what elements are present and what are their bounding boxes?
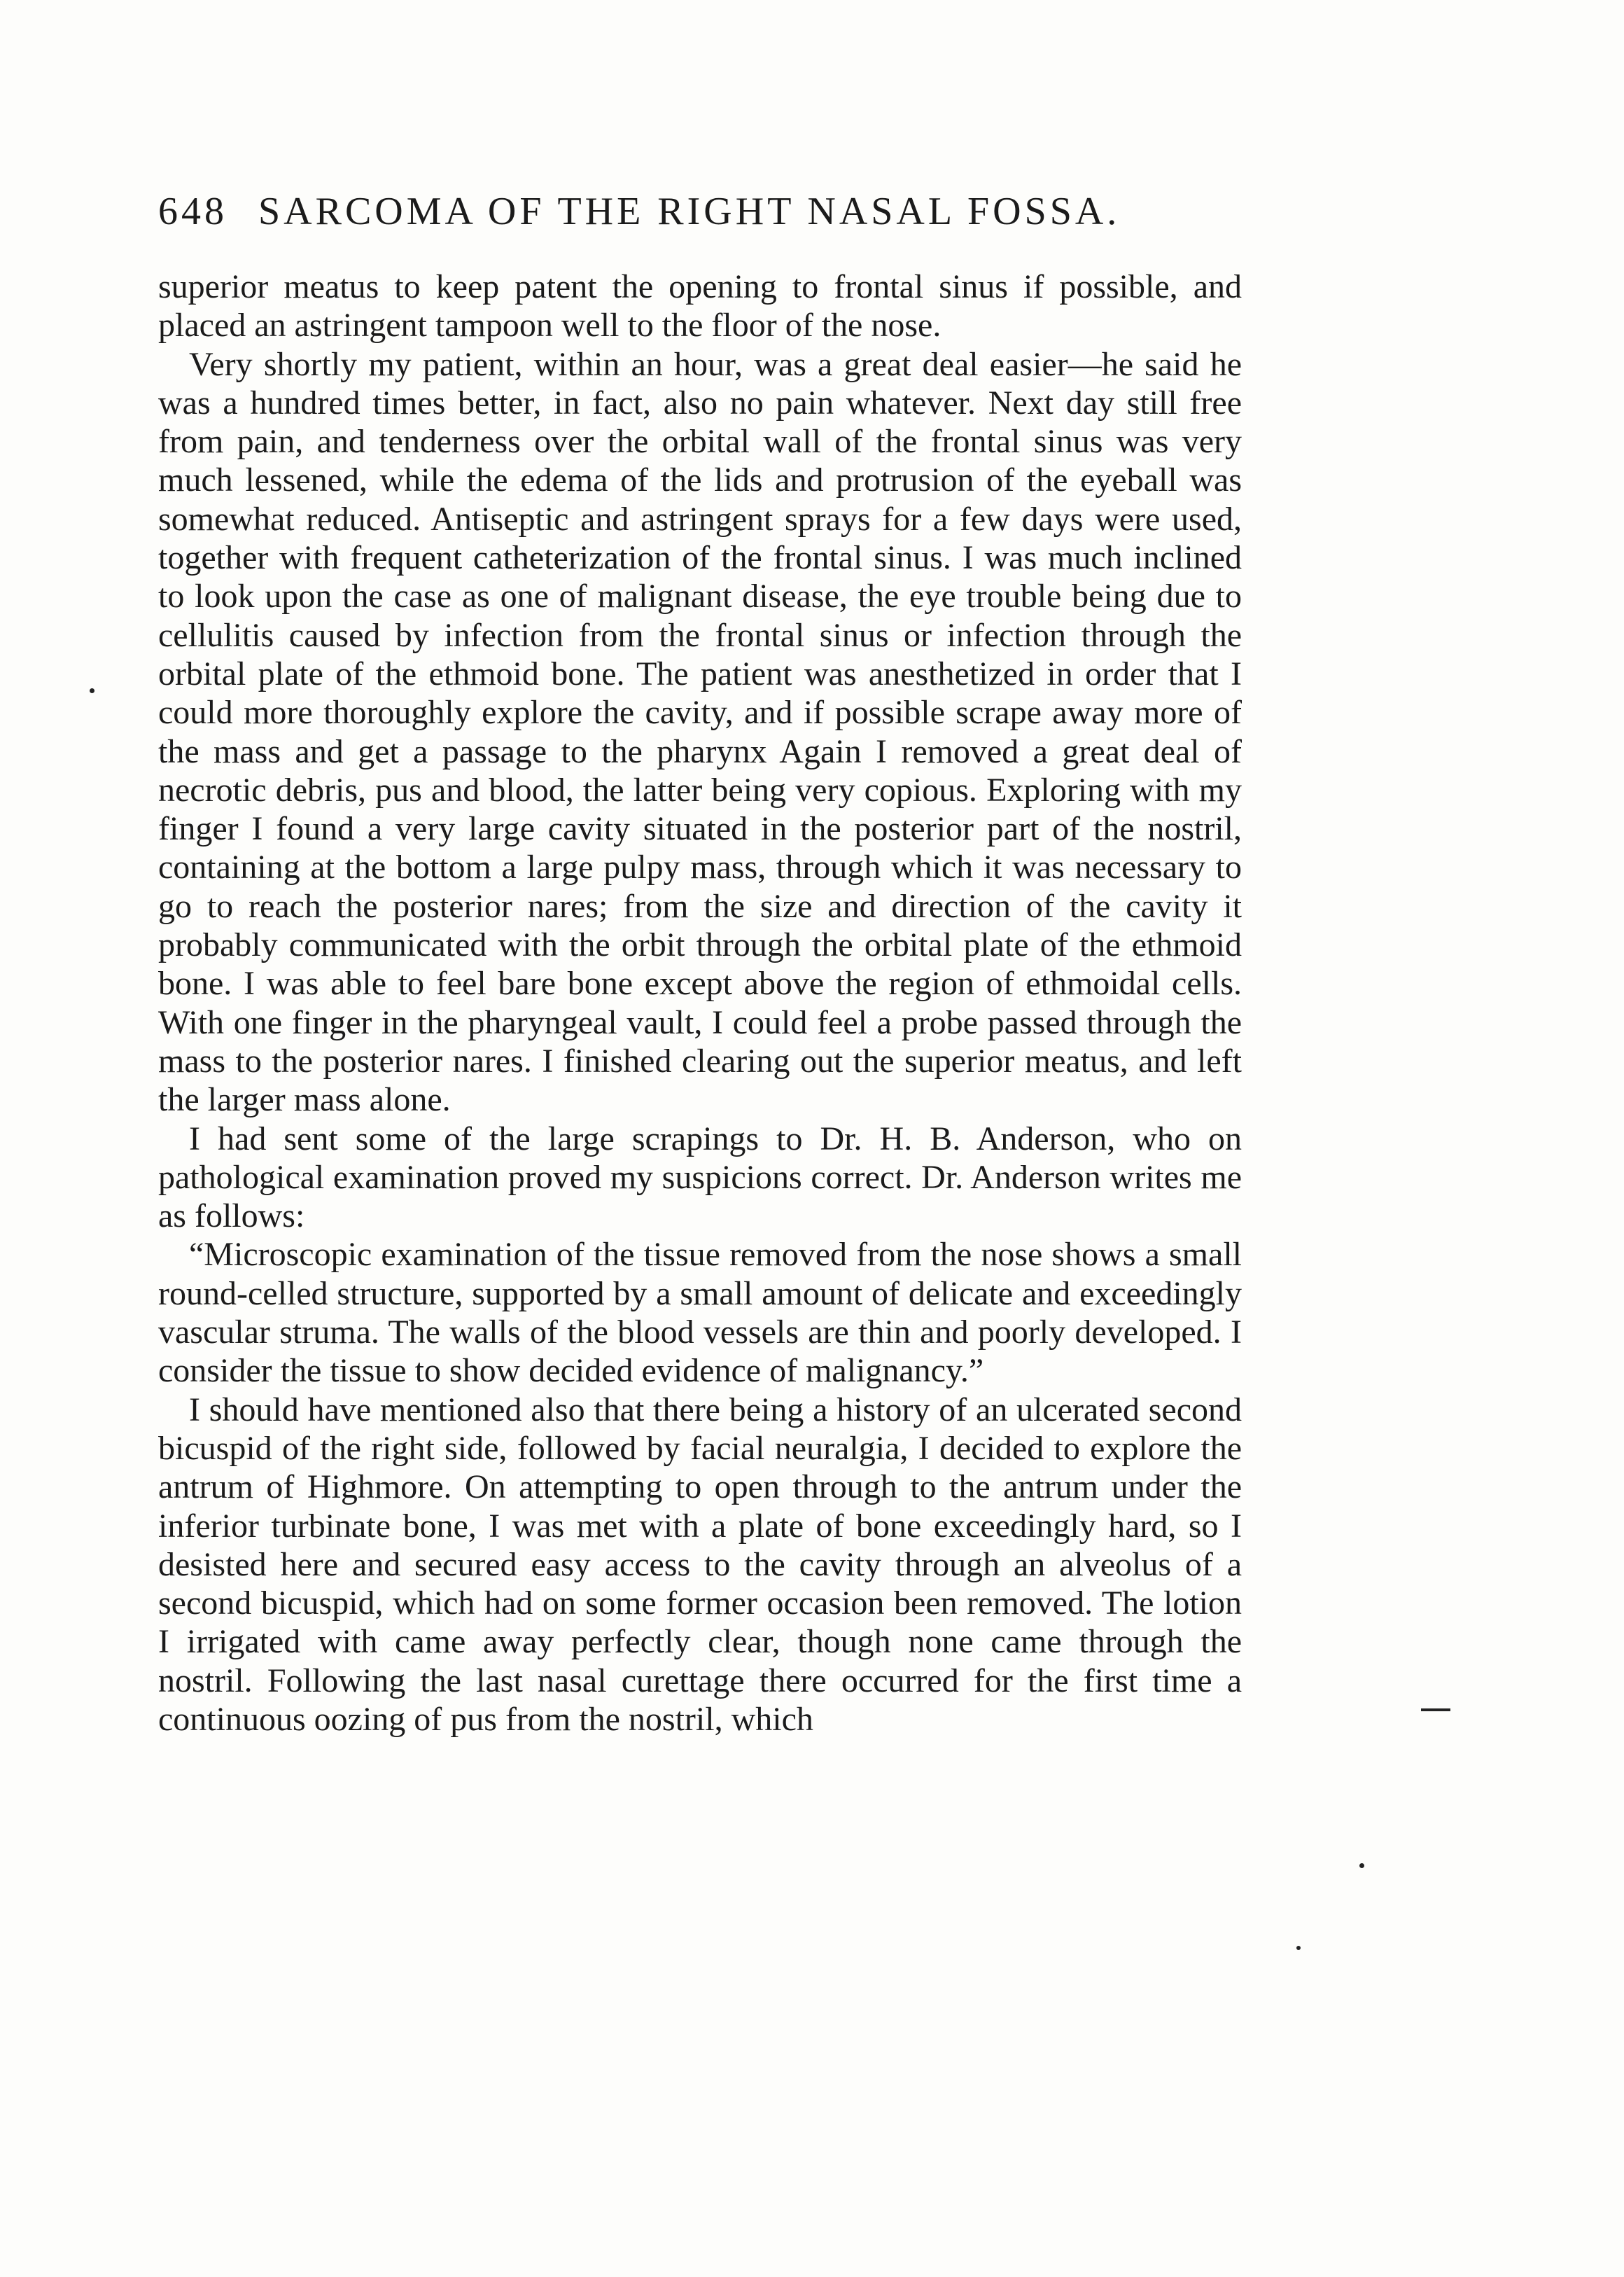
paragraph: I had sent some of the large scrapings to Dr. H. B. Anderson, who on pathological examination proved my suspicions correct. Dr. Anderson writes me as follows: <box>158 1120 1242 1235</box>
scan-speck <box>1359 1863 1364 1868</box>
running-title: SARCOMA OF THE RIGHT NASAL FOSSA. <box>258 190 1121 233</box>
paragraph: I should have mentioned also that there being a history of an ulcerated second bicuspid of the right side, followed by facial neuralgia, I decided to explore the antrum of Highmore. On attempting to open through to the antrum under the inferior turbinate bone, I was met with a plate of bone exceedingly hard, so I desisted here and secured easy access to the cavity through an alveolus of a second bicuspid, which had on some former occasion been removed. The lotion I irrigated with came away perfectly clear, though none came through the nostril. Following the last nasal curettage there occurred for the first time a continuous oozing of pus from the nostril, which <box>158 1391 1242 1738</box>
page-number: 648 <box>158 190 227 233</box>
scan-speck <box>90 688 94 693</box>
body-text <box>158 267 1242 1739</box>
running-header <box>158 189 1264 234</box>
scan-speck <box>1296 1946 1301 1950</box>
scan-dash <box>1421 1708 1450 1711</box>
paragraph: Very shortly my patient, within an hour, was a great deal easier—he said he was a hundred times better, in fact, also no pain whatever. Next day still free from pain, and tenderness over the orbital wall of the frontal sinus was very much lessened, while the edema of the lids and protrusion of the eyeball was somewhat reduced. Antiseptic and astringent sprays for a few days were used, together with frequent catheterization of the frontal sinus. I was much inclined to look upon the case as one of malignant disease, the eye trouble being due to cellulitis caused by infection from the frontal sinus or infection through the orbital plate of the ethmoid bone. The patient was anesthetized in order that I could more thoroughly explore the cavity, and if possible scrape away more of the mass and get a passage to the pharynx Again I removed a great deal of necrotic debris, pus and blood, the latter being very copious. Exploring with my finger I found a very large cavity situated in the posterior part of the nostril, containing at the bottom a large pulpy mass, through which it was necessary to go to reach the posterior nares; from the size and direction of the cavity it probably communicated with the orbit through the orbital plate of the ethmoid bone. I was able to feel bare bone except above the region of ethmoidal cells. With one finger in the pharyngeal vault, I could feel a probe passed through the mass to the posterior nares. I finished clearing out the superior meatus, and left the larger mass alone. <box>158 345 1242 1119</box>
paragraph-continuation: superior meatus to keep patent the opening to frontal sinus if possible, and placed an astringent tampoon well to the floor of the nose. <box>158 268 1242 344</box>
block-quote: “Microscopic examination of the tissue removed from the nose shows a small round-celled structure, supported by a small amount of delicate and exceedingly vascular struma. The walls of the blood vessels are thin and poorly developed. I consider the tissue to show decided evidence of malignancy.” <box>158 1236 1242 1390</box>
